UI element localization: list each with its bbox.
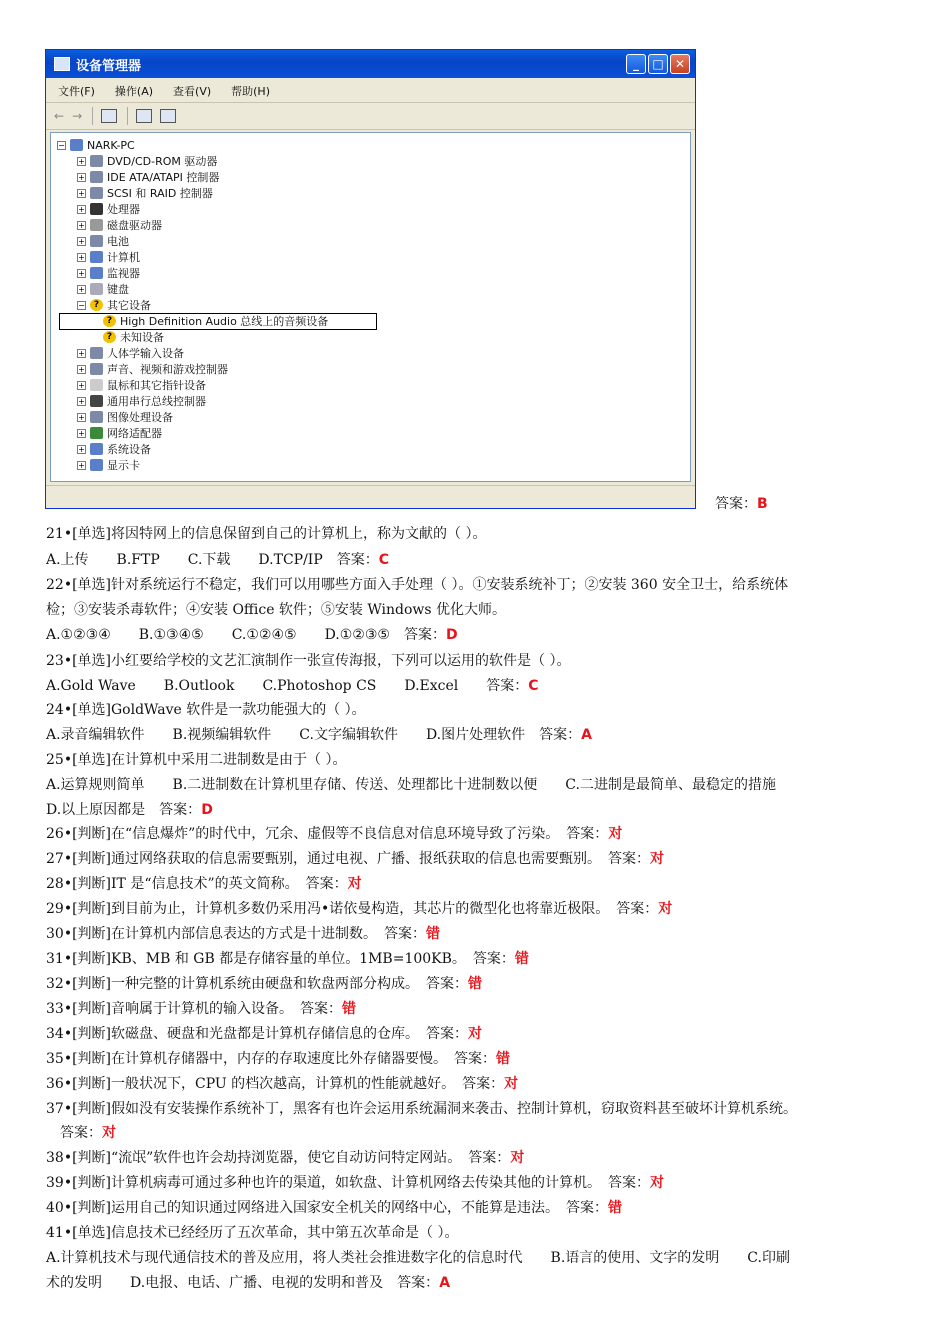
expand-toggle[interactable]: + [78,444,85,454]
tree-node[interactable] [77,185,213,201]
tree-node-label: 电池 [107,235,129,248]
question-line [46,774,776,794]
answer-value: D [445,627,458,643]
tree-node-computer[interactable] [57,137,135,153]
minimize-button[interactable]: _ [626,54,646,74]
question-line [46,650,570,670]
menu-action[interactable]: 操作(A) [114,85,154,98]
answer-value: 错 [426,926,440,942]
tree-node[interactable] [77,201,140,217]
title-bar [46,50,695,78]
battery-icon [90,235,103,247]
answer-value: 对 [504,1076,519,1092]
question-line [46,749,346,769]
expand-toggle[interactable]: + [78,284,85,294]
hid-icon [90,347,103,359]
tree-node[interactable] [77,457,140,473]
tree-node[interactable] [77,265,140,281]
question-line [46,624,458,644]
question-text: A.Gold Wave B.Outlook C.Photoshop CS D.Excel 答案： [46,678,529,694]
answer-value: C [378,552,390,568]
toolbar-separator [92,107,93,125]
question-text: 30•[判断]在计算机内部信息表达的方式是十进制数。 答案： [46,926,426,942]
question-mark-icon: ? [103,315,116,327]
question-text: A.①②③④ B.①③④⑤ C.①②④⑤ D.①②③⑤ 答案： [46,627,446,643]
menu-bar [46,80,695,103]
tree-node-label: High Definition Audio 总线上的音频设备 [120,315,329,328]
question-text: 28•[判断]IT 是“信息技术”的英文简称。 答案： [46,876,348,892]
back-arrow-icon[interactable]: ← [54,109,65,123]
keyboard-icon [90,283,103,295]
expand-toggle[interactable]: + [78,268,85,278]
tree-node[interactable] [77,297,151,313]
question-line [46,1197,622,1217]
tree-node[interactable] [77,169,219,185]
tree-node-label: 鼠标和其它指针设备 [107,379,206,392]
tree-node-label: 其它设备 [107,299,151,312]
question-line [46,1073,518,1093]
ide-controller-icon [90,171,103,183]
tree-node-label: IDE ATA/ATAPI 控制器 [107,171,220,184]
question-text: 37•[判断]假如没有安装操作系统补丁，黑客有也许会运用系统漏洞来袭击、控制计算机，窃取资料甚至破坏计算机系统。 [46,1101,797,1117]
dvd-drive-icon [90,155,103,167]
expand-toggle[interactable]: + [78,220,85,230]
question-line [46,873,362,893]
question-line [46,1122,116,1142]
question-mark-icon: ? [103,331,116,343]
window-title: 设备管理器 [76,58,142,74]
answer-label: 答案： [715,496,757,512]
question-text: A.运算规则简单 B.二进制数在计算机里存储、传送、处理都比十进制数以便 C.二进制是最简单、最稳定的措施 [46,777,776,793]
question-line [46,973,482,993]
device-tree [50,132,691,482]
tree-node[interactable] [77,409,173,425]
answer-value: B [757,496,768,512]
network-adapter-icon [90,427,103,439]
question-line [46,1023,482,1043]
tree-node[interactable] [77,393,206,409]
expand-toggle[interactable]: + [78,188,85,198]
question-line [46,898,672,918]
question-text: 术的发明 D.电报、电话、广播、电视的发明和普及 答案： [46,1275,440,1291]
question-line [46,1222,458,1242]
question-text: A.上传 B.FTP C.下载 D.TCP/IP 答案： [46,552,379,568]
expand-toggle[interactable]: + [78,156,85,166]
question-text: A.录音编辑软件 B.视频编辑软件 C.文字编辑软件 D.图片处理软件 答案： [46,727,582,743]
tree-node-label: 人体学输入设备 [107,347,184,360]
answer-value: 对 [102,1125,116,1141]
question-line [46,1247,790,1267]
forward-arrow-icon[interactable]: → [72,109,83,123]
question-text: D.以上原因都是 答案： [46,802,202,818]
question-line [46,1048,510,1068]
question-line [46,699,366,719]
question-text: 21•[单选]将因特网上的信息保留到自己的计算机上，称为文献的（ ）。 [46,526,487,542]
answer-value: 错 [608,1200,622,1216]
question-text: 27•[判断]通过网络获取的信息需要甄别，通过电视、广播、报纸获取的信息也需要甄别。 答案： [46,851,650,867]
question-line [46,848,664,868]
question-line [46,1147,524,1167]
tree-node-label: DVD/CD-ROM 驱动器 [107,155,218,168]
question-text: 34•[判断]软磁盘、硬盘和光盘都是计算机存储信息的仓库。 答案： [46,1026,468,1042]
answer-value: C [528,678,539,694]
computer-icon [70,139,83,151]
processor-icon [90,203,103,215]
question-line [46,823,622,843]
tree-node[interactable] [77,441,151,457]
answer-value: 对 [658,901,673,917]
menu-help[interactable]: 帮助(H) [231,85,270,98]
scsi-controller-icon [90,187,103,199]
collapse-toggle[interactable]: − [78,300,85,310]
question-line [46,1172,664,1192]
display-adapter-icon [90,459,103,471]
question-text: 39•[判断]计算机病毒可通过多种也许的渠道，如软盘、计算机网络去传染其他的计算机。 答案： [46,1175,650,1191]
answer-value: A [439,1275,451,1291]
device-manager-window [45,49,696,509]
question-line [46,523,486,543]
tree-node[interactable] [77,217,162,233]
tree-node-label: 未知设备 [120,331,164,344]
question-line [46,549,389,569]
device-manager-icon [54,57,70,71]
expand-toggle[interactable]: + [78,380,85,390]
answer-value: 对 [510,1150,525,1166]
usb-icon [90,395,103,407]
expand-toggle[interactable]: + [78,348,85,358]
question-text: 36•[判断]一般状况下，CPU 的档次越高，计算机的性能就越好。 答案： [46,1076,505,1092]
expand-toggle[interactable]: + [78,396,85,406]
question-text: 40•[判断]运用自己的知识通过网络进入国家安全机关的网络中心，不能算是违法。 答案： [46,1200,608,1216]
question-text: 26•[判断]在“信息爆炸”的时代中，冗余、虚假等不良信息对信息环境导致了污染。 答案： [46,826,609,842]
answer-value: 对 [468,1026,482,1042]
properties-icon[interactable] [136,109,152,123]
expand-toggle[interactable]: + [78,364,85,374]
question-line [46,675,539,695]
tree-node-selected[interactable] [103,313,328,329]
view-icon[interactable] [101,109,117,123]
tree-node-label: NARK-PC [87,138,135,152]
answer-value: A [581,727,592,743]
maximize-button[interactable]: □ [648,54,668,74]
answer-value: D [201,802,213,818]
computer-icon [90,251,103,263]
toolbar-separator [127,107,128,125]
expand-toggle[interactable]: + [78,412,85,422]
tree-node-label: 系统设备 [107,443,151,456]
answer-value: 对 [650,1175,664,1191]
disk-drive-icon [90,219,103,231]
tree-node-label: 监视器 [107,267,140,280]
question-text: 22•[单选]针对系统运行不稳定，我们可以用哪些方面入手处理（ ）。①安装系统补丁；②安装 360 安全卫士，给系统体 [46,577,789,593]
answer-value: 错 [468,976,482,992]
tree-node[interactable] [103,329,164,345]
question-line [46,923,440,943]
speaker-icon [90,363,103,375]
question-text: 32•[判断]一种完整的计算机系统由硬盘和软盘两部分构成。 答案： [46,976,468,992]
tree-node[interactable] [77,377,206,393]
monitor-icon [90,267,103,279]
question-line [46,724,592,744]
mouse-icon [90,379,103,391]
question-text: A.计算机技术与现代通信技术的普及应用，将人类社会推进数字化的信息时代 B.语言的使用、文字的发明 C.印刷 [46,1250,790,1266]
menu-view[interactable]: 查看(V) [173,85,212,98]
tree-node-label: 网络适配器 [107,427,162,440]
expand-toggle[interactable]: + [78,172,85,182]
question-text: 答案： [46,1125,102,1141]
tree-node-label: 键盘 [107,283,129,296]
tree-node-label: 显示卡 [107,459,140,472]
expand-toggle[interactable]: + [78,428,85,438]
question-text: 检；③安装杀毒软件；④安装 Office 软件；⑤安装 Windows 优化大师。 [46,602,507,618]
expand-toggle[interactable]: + [78,460,85,470]
question-line [46,1098,797,1118]
question-line [46,799,213,819]
camera-icon [90,411,103,423]
question-text: 38•[判断]“流氓”软件也许会劫持浏览器，使它自动访问特定网站。 答案： [46,1150,511,1166]
question-text: 35•[判断]在计算机存储器中，内存的存取速度比外存储器要慢。 答案： [46,1051,496,1067]
image-answer [715,493,768,513]
answer-value: 错 [496,1051,510,1067]
question-line [46,1272,450,1292]
answer-value: 对 [608,826,623,842]
question-text: 29•[判断]到目前为止，计算机多数仍采用冯•诺依曼构造，其芯片的微型化也将靠近极限。 答案： [46,901,659,917]
question-mark-icon: ? [90,299,103,311]
tree-node[interactable] [77,249,140,265]
system-device-icon [90,443,103,455]
question-text: 23•[单选]小红要给学校的文艺汇演制作一张宣传海报，下列可以运用的软件是（ ）。 [46,653,571,669]
question-text: 33•[判断]音响属于计算机的输入设备。 答案： [46,1001,342,1017]
expand-toggle[interactable]: + [78,236,85,246]
tree-node[interactable] [77,281,129,297]
status-bar [46,485,695,508]
scan-hardware-icon[interactable] [160,109,176,123]
tree-node-label: 处理器 [107,203,140,216]
tree-node-label: SCSI 和 RAID 控制器 [107,187,213,200]
tree-node[interactable] [77,425,162,441]
question-line [46,998,356,1018]
question-text: 25•[单选]在计算机中采用二进制数是由于（ ）。 [46,752,347,768]
answer-value: 错 [514,951,529,967]
tree-node[interactable] [77,345,184,361]
tree-node-label: 计算机 [107,251,140,264]
question-text: 24•[单选]GoldWave 软件是一款功能强大的（ ）。 [46,702,366,718]
question-line [46,948,529,968]
question-line [46,574,788,594]
tree-node[interactable] [77,153,217,169]
tree-node-label: 图像处理设备 [107,411,173,424]
answer-value: 对 [650,851,664,867]
expand-toggle[interactable]: + [78,252,85,262]
tree-node-label: 声音、视频和游戏控制器 [107,363,228,376]
answer-value: 错 [342,1001,356,1017]
tree-node[interactable] [77,361,228,377]
expand-toggle[interactable]: + [78,204,85,214]
tree-node-label: 通用串行总线控制器 [107,395,206,408]
toolbar [46,103,695,130]
answer-value: 对 [347,876,362,892]
menu-file[interactable]: 文件(F) [58,85,95,98]
question-line [46,599,506,619]
question-text: 31•[判断]KB、MB 和 GB 都是存储容量的单位。1MB=100KB。 答案： [46,951,515,967]
question-text: 41•[单选]信息技术已经经历了五次革命，其中第五次革命是（ ）。 [46,1225,459,1241]
close-button[interactable]: ✕ [670,54,690,74]
tree-node[interactable] [77,233,129,249]
tree-node-label: 磁盘驱动器 [107,219,162,232]
collapse-toggle[interactable]: − [58,140,65,150]
